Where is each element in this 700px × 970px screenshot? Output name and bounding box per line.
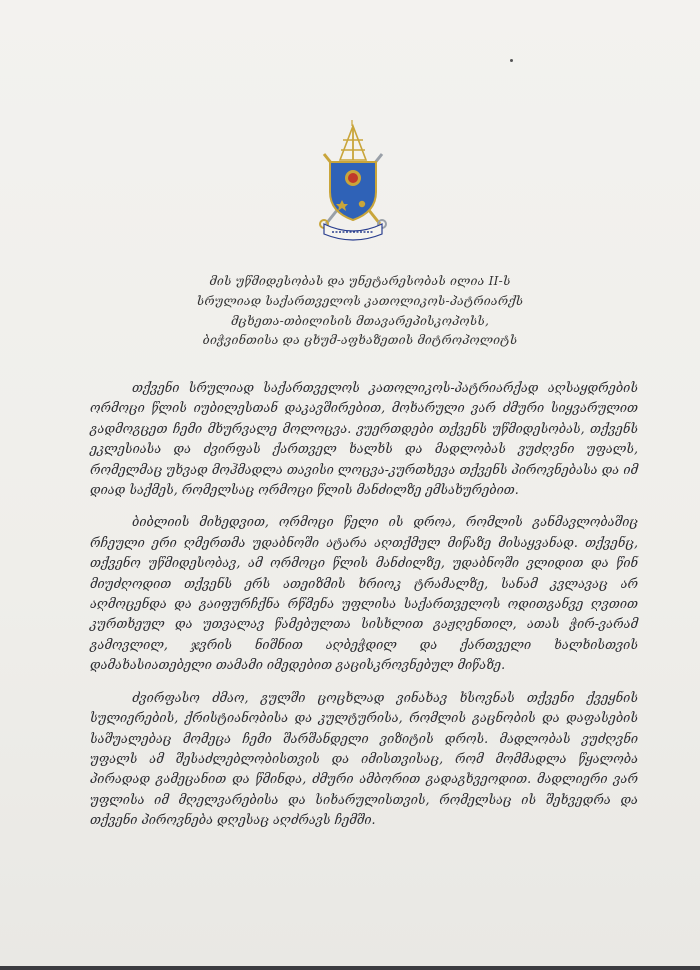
speck bbox=[510, 59, 513, 62]
paragraph: ბიბლიის მიხედვით, ორმოცი წელი ის დროა, რომლის განმავლობაშიც რჩეული ერი ღმერთმა უდაბნოში ატარა აღთქმულ მიწაზე მისაყვანად. თქვენც, თქვენო უწმიდესობავ, ამ ორმოცი წლის მანძილზე, უდაბნოში ვლიდით და წინ მიუძღოდით თქვენს ერს ათეიზმის ხრიოკ ტრამალზე, სანამ კვლავაც არ აღმოცენდა და გაიფურჩქნა რწმენა უფლისა საქართველოს ოდითგანვე ღვთით კურთხეულ და უთვალავ წამებულთა სისხლით გაჟღენთილ, ათას ჭირ-ვარამ გამოვლილ, ჯვრის ნიშნით აღბეჭდილ და ქართველი ხალხისთვის დამახასიათებელი თამამი იმედებით გაცისკროვნებულ მიწაზე. bbox=[90, 514, 638, 673]
scan-edge-divider bbox=[0, 966, 700, 970]
motto-ribbon-icon bbox=[324, 224, 382, 240]
addressee-block bbox=[160, 272, 560, 351]
letter-body bbox=[90, 378, 638, 843]
addressee-line: მცხეთა-თბილისის მთავარეპისკოპოსს, bbox=[230, 313, 490, 328]
papal-coat-of-arms bbox=[318, 120, 388, 248]
mitre-icon bbox=[340, 120, 366, 160]
addressee-line: მის უწმიდესობას და უნეტარესობას ილია II-ს bbox=[209, 274, 511, 288]
shield-icon bbox=[330, 162, 376, 220]
addressee-line: სრულიად საქართველოს კათოლიკოს-პატრიარქს bbox=[196, 293, 524, 308]
addressee-line: ბიჭვინთისა და ცხუმ-აფხაზეთის მიტროპოლიტს bbox=[202, 333, 518, 348]
paragraph: ძვირფასო ძმაო, გულში ცოცხლად ვინახავ ხსოვნას თქვენი ქვეყნის სულიერების, ქრისტიანობისა და კულტურისა, რომლის გაცნობის და დაფასების საშუალებაც მომეცა ჩემი შარშანდელი ვიზიტის დროს. მადლობას ვუძღვნი უფალს ამ შესაძლებლობისთვის და იმისთვისაც, რომ მომმადლა წყალობა პირადად გამეცანით და წმინდა, ძმური ამბორით გადაგხვეოდით. მადლიერი ვარ უფლისა იმ მღელვარებისა და სიხარულისთვის, რომელსაც ის შეხვედრა და თქვენი პიროვნება დღესაც აღძრავს ჩემში. bbox=[90, 689, 638, 828]
paragraph: თქვენი სრულიად საქართველოს კათოლიკოს-პატრიარქად აღსაყდრების ორმოცი წლის იუბილესთან დაკავშირებით, მოხარული ვარ ძმური სიყვარულით გადმოგცეთ ჩემი მხურვალე მოლოცვა. ვუერთდები თქვენს უწმიდესობას, თქვენს ეკლესიასა და ძვირფას ქართველ ხალხს და მადლობას ვუძღვნი უფალს, რომელმაც უხვად მოჰმადლა თავისი ლოცვა-კურთხევა თქვენს პიროვნებასა და იმ დიად საქმეს, რომელსაც ორმოცი წლის მანძილზე ემსახურებით. bbox=[90, 380, 638, 498]
